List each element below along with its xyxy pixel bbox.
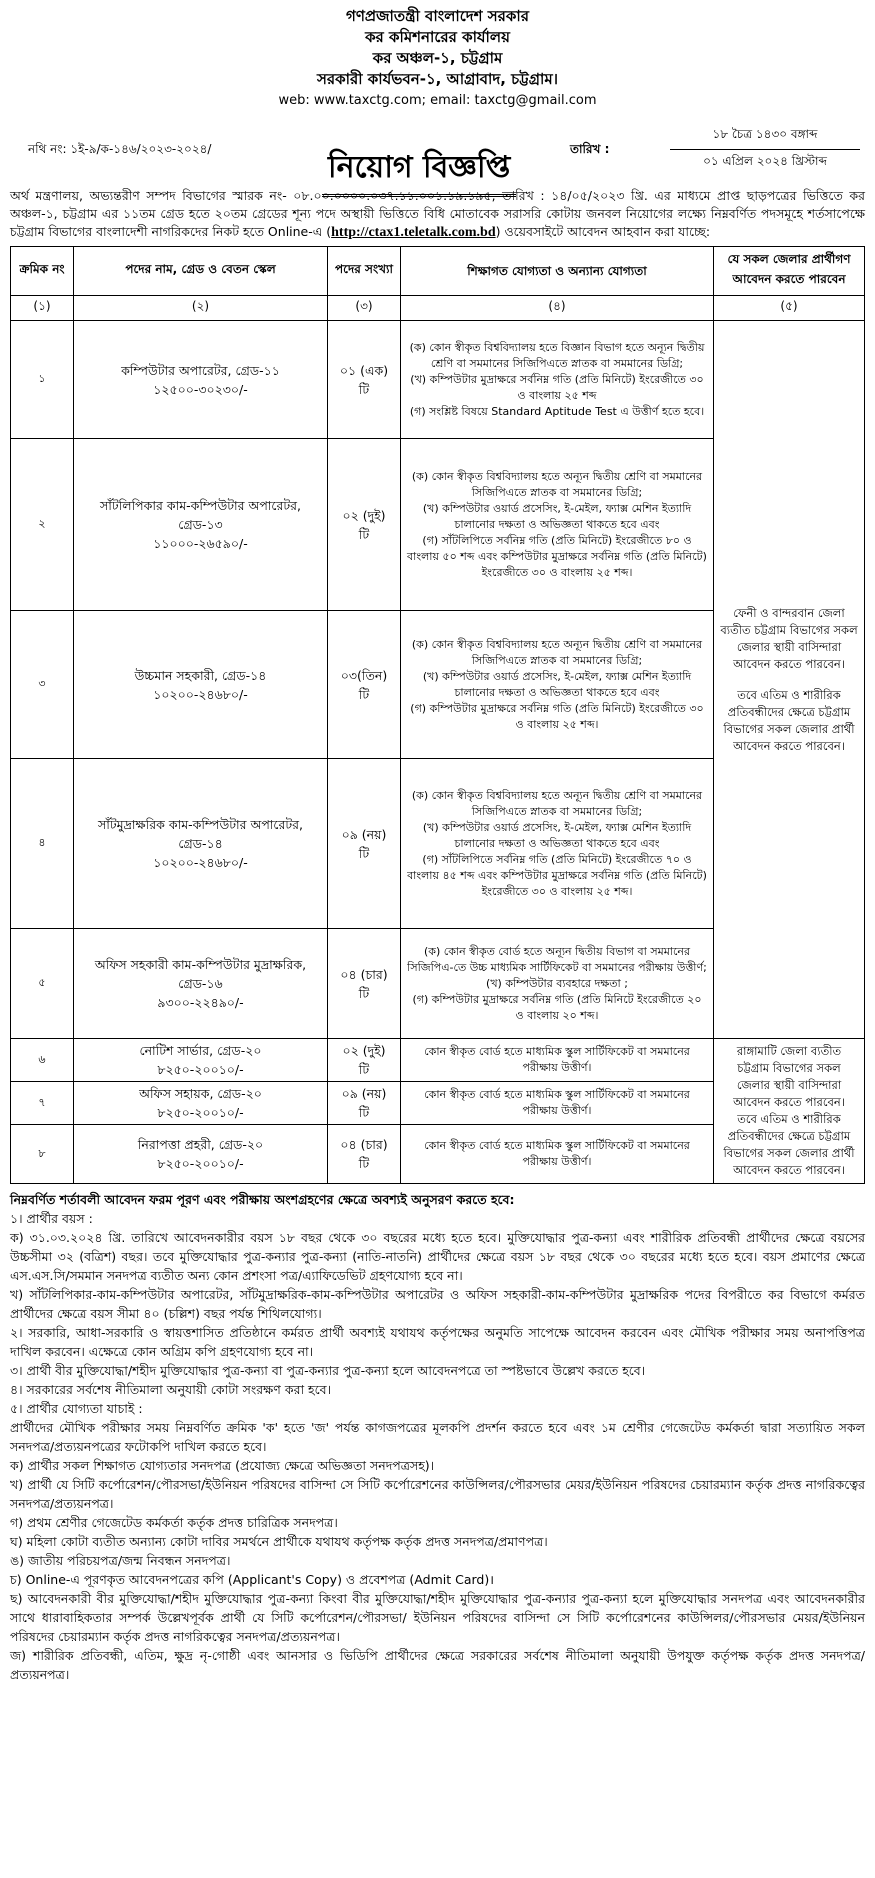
col-header-sl: ক্রমিক নং	[11, 247, 74, 296]
col-header-qual: শিক্ষাগত যোগ্যতা ও অন্যান্য যোগ্যতা	[401, 247, 714, 296]
qualification-item: (খ) কম্পিউটার ব্যবহারে দক্ষতা ;	[486, 976, 628, 990]
qualification-item: (খ) কম্পিউটার ওয়ার্ড প্রসেসিং, ই-মেইল, ফ্যাক্স মেশিন ইত্যাদি চালানোর দক্ষতা ও অভিজ্ঞতা থাকতে হবে এবং	[422, 820, 692, 850]
post-cell	[74, 1082, 328, 1125]
qualification-item: (গ) সাঁটলিপিতে সর্বনিম্ন গতি (প্রতি মিনিটে) ইংরেজীতে ৭০ ও বাংলায় ৪৫ শব্দ এবং কম্পিউটার মুদ্রাক্ষরে সর্বনিম্ন গতি (প্রতি মিনিটে) ইংরেজীতে ৩০ ও বাংলায় ২৫ শব্দ।	[407, 852, 707, 898]
qualification-item: কোন স্বীকৃত বোর্ড হতে মাধ্যমিক স্কুল সার্টিফিকেট বা সমমানের পরীক্ষায় উত্তীর্ণ।	[424, 1088, 690, 1118]
col-number: (৫)	[714, 296, 865, 321]
qualification-item: (ক) কোন স্বীকৃত বোর্ড হতে অন্যূন দ্বিতীয় বিভাগ বা সমমানের সিজিপিএ-তে উচ্চ মাধ্যমিক সার্টিফিকেট বা সমমানের পরীক্ষায় উত্তীর্ণ;	[407, 944, 707, 974]
col-number: (১)	[11, 296, 74, 321]
qualification-item: (গ) সংশ্লিষ্ট বিষয়ে Standard Aptitude Test এ উত্তীর্ণ হতে হবে।	[409, 404, 705, 418]
col-number: (৩)	[328, 296, 401, 321]
qualification-cell	[401, 439, 714, 611]
row-sl: ৫	[11, 929, 74, 1039]
row-sl: ১	[11, 321, 74, 439]
count-unit: টি	[358, 1156, 370, 1172]
condition-item: গ) প্রথম শ্রেণীর গেজেটেড কর্মকর্তা কর্তৃক প্রদত্ত চারিত্রিক সনদপত্র।	[10, 1515, 338, 1530]
row-sl: ৮	[11, 1125, 74, 1184]
count-cell	[328, 1125, 401, 1184]
count-cell	[328, 611, 401, 759]
intro-after: ) ওয়েবসাইটে আবেদন আহবান করা যাচ্ছে:	[495, 224, 711, 239]
qualification-item: (ক) কোন স্বীকৃত বিশ্ববিদ্যালয় হতে অন্যূন দ্বিতীয় শ্রেণি বা সমমানের সিজিপিএতে স্নাতক বা সমমানের ডিগ্রি;	[411, 469, 703, 499]
qualification-cell	[401, 1082, 714, 1125]
condition-item: ঘ) মহিলা কোটা ব্যতীত অন্যান্য কোটা দাবির সমর্থনে প্রার্থীকে যথাযথ কর্তৃপক্ষ কর্তৃক প্রদত্ত সনদপত্র/প্রমাণপত্র।	[10, 1534, 548, 1549]
intro-text: অর্থ মন্ত্রণালয়, অভ্যন্তরীণ সম্পদ বিভাগের স্মারক নং- ০৮.০০.০০০০.০৩৭.১১.০০১.১৯.১৯৫, তারিখ : ১৪/০৫/২০২৩ খ্রি. এর মাধ্যমে প্রাপ্ত ছাড়পত্রের ভিত্তিতে কর অঞ্চল-১, চট্টগ্রাম এর ১১তম গ্রেড হতে ২০তম গ্রেডের শূন্য পদে অস্থায়ী ভিত্তিতে বিধি মোতাবেক সরাসরি কোটায় জনবল নিয়োগের লক্ষ্যে নিম্নবর্ণিত পদসমূহে শর্তসাপেক্ষে চট্টগ্রাম বিভাগের বাংলাদেশী নাগরিকদের নিকট হতে Online-এ (	[10, 188, 865, 239]
condition-item: প্রার্থীদের মৌখিক পরীক্ষার সময় নিম্নবর্ণিত ক্রমিক 'ক' হতে 'জ' পর্যন্ত কাগজপত্রের মূলকপি প্রদর্শন করতে হবে এবং ১ম শ্রেণীর গেজেটেড কর্মকর্তা দ্বারা সত্যায়িত সকল সনদপত্র/প্রত্যয়নপত্রের ফটোকপি দাখিল করতে হবে।	[10, 1420, 865, 1454]
pay-scale: ৮২৫০-২০০১০/-	[157, 1062, 244, 1078]
post-cell	[74, 611, 328, 759]
date-box	[670, 123, 860, 176]
condition-item: চ) Online-এ পূরণকৃত আবেদনপত্রের কপি (Applicant's Copy) ও প্রবেশপত্র (Admit Card)।	[10, 1572, 494, 1587]
pay-scale: ১০২০০-২৪৬৮০/-	[153, 686, 248, 702]
post-name: সাঁটমুদ্রাক্ষরিক কাম-কম্পিউটার অপারেটর, গ্রেড-১৪	[97, 817, 303, 851]
count-cell	[328, 321, 401, 439]
condition-item: ৩। প্রার্থী বীর মুক্তিযোদ্ধা/শহীদ মুক্তিযোদ্ধার পুত্র-কন্যা বা পুত্র-কন্যার পুত্র-কন্যা হলে আবেদনপত্রে তা স্পষ্টভাবে উল্লেখ করতে হবে।	[10, 1363, 646, 1378]
notice-page	[10, 6, 865, 1684]
post-name: কম্পিউটার অপারেটর, গ্রেড-১১	[121, 362, 280, 378]
col-number: (২)	[74, 296, 328, 321]
count-unit: টি	[358, 1062, 370, 1078]
post-name: নোটিশ সার্ভার, গ্রেড-২০	[139, 1043, 262, 1059]
govt-name: গণপ্রজাতন্ত্রী বাংলাদেশ সরকার	[346, 7, 529, 25]
date-bangla: ১৮ চৈত্র ১৪৩০ বঙ্গাব্দ	[670, 123, 860, 150]
qualification-item: (খ) কম্পিউটার ওয়ার্ড প্রসেসিং, ই-মেইল, ফ্যাক্স মেশিন ইত্যাদি চালানোর দক্ষতা ও অভিজ্ঞতা থাকতে হবে এবং	[422, 669, 692, 699]
qualification-item: কোন স্বীকৃত বোর্ড হতে মাধ্যমিক স্কুল সার্টিফিকেট বা সমমানের পরীক্ষায় উত্তীর্ণ।	[424, 1045, 690, 1075]
count-unit: টি	[358, 1105, 370, 1121]
count-cell	[328, 929, 401, 1039]
reference-row	[10, 115, 865, 185]
notice-title: নিয়োগ বিজ্ঞপ্তি	[322, 143, 516, 197]
count-unit: টি	[358, 526, 370, 542]
post-count: ০২ (দুই)	[342, 507, 386, 523]
pay-scale: ৮২৫০-২০০১০/-	[157, 1156, 244, 1172]
condition-item: ক) প্রার্থীর সকল শিক্ষাগত যোগ্যতার সনদপত্র (প্রযোজ্য ক্ষেত্রে অভিজ্ঞতা সনদপত্রসহ)।	[10, 1458, 435, 1473]
qualification-item: (ক) কোন স্বীকৃত বিশ্ববিদ্যালয় হতে অন্যূন দ্বিতীয় শ্রেণি বা সমমানের সিজিপিএতে স্নাতক বা সমমানের ডিগ্রি;	[411, 788, 703, 818]
post-name: অফিস সহকারী কাম-কম্পিউটার মুদ্রাক্ষরিক, গ্রেড-১৬	[94, 957, 307, 991]
post-name: সাঁটলিপিকার কাম-কম্পিউটার অপারেটর, গ্রেড-১৩	[99, 498, 301, 532]
condition-item: খ) সাঁটলিপিকার-কাম-কম্পিউটার অপারেটর, সাঁটমুদ্রাক্ষরিক-কাম-কম্পিউটার অপারেটর ও অফিস সহকারী-কাম-কম্পিউটার মুদ্রাক্ষরিক পদের বিপরীতে কর বিভাগে কর্মরত প্রার্থীদের ক্ষেত্রে বয়স সীমা ৪০ (চল্লিশ) বছর পর্যন্ত শিথিলযোগ্য।	[10, 1287, 865, 1321]
condition-item: ক) ৩১.০৩.২০২৪ খ্রি. তারিখে আবেদনকারীর বয়স ১৮ বছর থেকে ৩০ বছরের মধ্যে হতে হবে। মুক্তিযোদ্ধার পুত্র-কন্যা এবং শারীরিক প্রতিবন্ধী প্রার্থীদের ক্ষেত্রে বয়সের উচ্চসীমা ৩২ (বত্রিশ) বছর। তবে মুক্তিযোদ্ধার পুত্র-কন্যার পুত্র-কন্যা (নাতি-নাতনি) প্রার্থীদের ক্ষেত্রে বয়স ১৮ বছর থেকে ৩০ বছরের মধ্যে হতে হবে। বয়স প্রমাণের ক্ষেত্রে এস.এস.সি/সমমান সনদপত্র ব্যতীত অন্য কোন প্রশংসা পত্র/এ্যাফিডেভিট গ্রহণযোগ্য হবে না।	[10, 1230, 865, 1283]
condition-item: খ) প্রার্থী যে সিটি কর্পোরেশন/পৌরসভা/ইউনিয়ন পরিষদের বাসিন্দা সে সিটি কর্পোরেশনের কাউন্সিলর/পৌরসভার মেয়র/ইউনিয়ন পরিষদের চেয়ারম্যান কর্তৃক প্রদত্ত নাগরিকত্বের সনদপত্র/প্রত্যয়নপত্র।	[10, 1477, 865, 1511]
office-name: কর কমিশনারের কার্যালয়	[365, 28, 510, 46]
pay-scale: ১১০০০-২৬৫৯০/-	[153, 536, 248, 551]
count-unit: টি	[358, 845, 370, 861]
district-cell-group2	[714, 1039, 865, 1184]
qualification-item: (গ) সাঁটলিপিতে সর্বনিম্ন গতি (প্রতি মিনিটে) ইংরেজীতে ৮০ ও বাংলায় ৫০ শব্দ এবং কম্পিউটার মুদ্রাক্ষরে সর্বনিম্ন গতি (প্রতি মিনিটে) ইংরেজীতে ৩০ ও বাংলায় ২৫ শব্দ।	[407, 533, 707, 579]
date-label: তারিখ :	[570, 142, 610, 156]
district-exception: তবে এতিম ও শারীরিক প্রতিবন্ধীদের ক্ষেত্রে চট্টগ্রাম বিভাগের সকল জেলার প্রার্থী আবেদন করতে পারবেন।	[723, 687, 855, 753]
post-count: ০৪ (চার)	[340, 1137, 388, 1153]
posts-table	[10, 246, 865, 1184]
qualification-item: (খ) কম্পিউটার মুদ্রাক্ষরে সর্বনিম্ন গতি (প্রতি মিনিটে) ইংরেজীতে ৩০ ও বাংলায় ২৫ শব্দ	[410, 372, 704, 402]
pay-scale: ৮২৫০-২০০১০/-	[157, 1105, 244, 1121]
count-cell	[328, 1082, 401, 1125]
qualification-item: (গ) কম্পিউটার মুদ্রাক্ষরে সর্বনিম্ন গতি (প্রতি মিনিটে) ইংরেজীতে ৩০ ও বাংলায় ২৫ শব্দ।	[410, 701, 704, 731]
condition-item: ১। প্রার্থীর বয়স :	[10, 1211, 93, 1226]
col-header-name: পদের নাম, গ্রেড ও বেতন স্কেল	[74, 247, 328, 296]
column-number-row	[11, 296, 865, 321]
row-sl: ৩	[11, 611, 74, 759]
col-header-district: যে সকল জেলার প্রার্থীগণ আবেদন করতে পারবেন	[714, 247, 865, 296]
file-number: নথি নং: ১ই-৯/ক-১৪৬/২০২৩-২০২৪/	[28, 142, 212, 156]
condition-item: ছ) আবেদনকারী বীর মুক্তিযোদ্ধা/শহীদ মুক্তিযোদ্ধার পুত্র-কন্যা কিংবা বীর মুক্তিযোদ্ধা/শহীদ মুক্তিযোদ্ধার পুত্র-কন্যার পুত্র-কন্যা হলে মুক্তিযোদ্ধার সনদপত্র এবং আবেদনকারীর সাথে ধারাবাহিকতার সম্পর্ক উল্লেখপূর্বক প্রার্থী যে সিটি কর্পোরেশন/পৌরসভা/ ইউনিয়ন পরিষদের বাসিন্দা সে সিটি কর্পোরেশনের কাউন্সিলর/পৌরসভার মেয়র/ইউনিয়ন পরিষদের চেয়ারম্যান কর্তৃক প্রদত্ত নাগরিকত্বের সনদপত্র/প্রত্যয়নপত্র।	[10, 1591, 865, 1644]
post-count: ০৩(তিন)	[340, 667, 388, 683]
qualification-cell	[401, 1125, 714, 1184]
letterhead	[10, 6, 865, 111]
table-row	[11, 321, 865, 439]
post-name: নিরাপত্তা প্রহরী, গ্রেড-২০	[137, 1137, 264, 1153]
post-count: ০৯ (নয়)	[341, 826, 387, 842]
zone-name: কর অঞ্চল-১, চট্টগ্রাম	[372, 49, 503, 67]
table-header-row	[11, 247, 865, 296]
post-count: ০৪ (চার)	[340, 966, 388, 982]
row-sl: ৭	[11, 1082, 74, 1125]
col-number: (৪)	[401, 296, 714, 321]
condition-item: জ) শারীরিক প্রতিবন্ধী, এতিম, ক্ষুদ্র নৃ-গোষ্ঠী এবং আনসার ও ভিডিপি প্রার্থীদের ক্ষেত্রে সরকারের সর্বশেষ নীতিমালা অনুযায়ী উপযুক্ত কর্তৃপক্ষ কর্তৃক প্রদত্ত সনদপত্র/প্রত্যয়নপত্র।	[10, 1648, 865, 1682]
district-cell-group1	[714, 321, 865, 1039]
conditions-section	[10, 1190, 865, 1684]
condition-item: ২। সরকারি, আধা-সরকারি ও স্বায়ত্তশাসিত প্রতিষ্ঠানে কর্মরত প্রার্থী অবশ্যই যথাযথ কর্তৃপক্ষের অনুমতি সাপেক্ষে আবেদন করবেন এবং মৌখিক পরীক্ষার সময় অনাপত্তিপত্র দাখিল করবেন। এক্ষেত্রে কোন অগ্রিম কপি গ্রহণযোগ্য হবে না।	[10, 1325, 865, 1359]
count-cell	[328, 439, 401, 611]
post-count: ০২ (দুই)	[342, 1043, 386, 1059]
count-unit: টি	[358, 985, 370, 1001]
condition-item: ঙ) জাতীয় পরিচয়পত্র/জন্ম নিবন্ধন সনদপত্র।	[10, 1553, 231, 1568]
qualification-item: কোন স্বীকৃত বোর্ড হতে মাধ্যমিক স্কুল সার্টিফিকেট বা সমমানের পরীক্ষায় উত্তীর্ণ।	[424, 1139, 690, 1169]
qualification-item: (গ) কম্পিউটার মুদ্রাক্ষরে সর্বনিম্ন গতি (প্রতি মিনিটে ইংরেজীতে ২০ ও বাংলায় ২০ শব্দ।	[412, 992, 702, 1022]
post-name: উচ্চমান সহকারী, গ্রেড-১৪	[134, 667, 267, 683]
qualification-cell	[401, 929, 714, 1039]
row-sl: ২	[11, 439, 74, 611]
pay-scale: ৯৩০০-২২৪৯০/-	[157, 995, 244, 1010]
post-name: অফিস সহায়ক, গ্রেড-২০	[139, 1086, 262, 1102]
row-sl: ৪	[11, 759, 74, 929]
count-unit: টি	[358, 381, 370, 397]
row-sl: ৬	[11, 1039, 74, 1082]
post-cell	[74, 759, 328, 929]
condition-item: ৫। প্রার্থীর যোগ্যতা যাচাই :	[10, 1401, 143, 1416]
post-cell	[74, 321, 328, 439]
district-eligibility: ফেনী ও বান্দরবান জেলা ব্যতীত চট্টগ্রাম বিভাগের সকল জেলার স্থায়ী বাসিন্দারা আবেদন করতে পারবেন।	[720, 605, 858, 671]
count-cell	[328, 759, 401, 929]
web-email: web: www.taxctg.com; email: taxctg@gmail.com	[278, 93, 597, 108]
qualification-item: (খ) কম্পিউটার ওয়ার্ড প্রসেসিং, ই-মেইল, ফ্যাক্স মেশিন ইত্যাদি চালানোর দক্ষতা ও অভিজ্ঞতা থাকতে হবে এবং	[422, 501, 692, 531]
count-cell	[328, 1039, 401, 1082]
apply-url-link[interactable]: http://ctax1.teletalk.com.bd	[331, 225, 496, 240]
pay-scale: ১০২০০-২৪৬৮০/-	[153, 855, 248, 870]
district-eligibility: রাঙ্গামাটি জেলা ব্যতীত চট্টগ্রাম বিভাগের সকল জেলার স্থায়ী বাসিন্দারা আবেদন করতে পারবেন।	[733, 1044, 845, 1109]
conditions-heading: নিম্নবর্ণিত শর্তাবলী আবেদন ফরম পূরণ এবং পরীক্ষায় অংশগ্রহণের ক্ষেত্রে অবশ্যই অনুসরণ করতে হবে:	[10, 1192, 515, 1207]
post-cell	[74, 1125, 328, 1184]
qualification-cell	[401, 759, 714, 929]
qualification-cell	[401, 1039, 714, 1082]
qualification-cell	[401, 611, 714, 759]
post-cell	[74, 1039, 328, 1082]
qualification-item: (ক) কোন স্বীকৃত বিশ্ববিদ্যালয় হতে বিজ্ঞান বিভাগ হতে অন্যূন দ্বিতীয় শ্রেণি বা সমমানের সিজিপিএতে স্নাতক বা সমমানের ডিগ্রি;	[409, 340, 705, 370]
district-exception: তবে এতিম ও শারীরিক প্রতিবন্ধীদের ক্ষেত্রে চট্টগ্রাম বিভাগের সকল জেলার প্রার্থী আবেদন করতে পারবেন।	[723, 1112, 855, 1177]
date-english: ০১ এপ্রিল ২০২৪ খ্রিস্টাব্দ	[703, 154, 827, 168]
qualification-item: (ক) কোন স্বীকৃত বিশ্ববিদ্যালয় হতে অন্যূন দ্বিতীয় শ্রেণি বা সমমানের সিজিপিএতে স্নাতক বা সমমানের ডিগ্রি;	[411, 637, 703, 667]
post-cell	[74, 439, 328, 611]
table-row	[11, 1039, 865, 1082]
post-count: ০৯ (নয়)	[341, 1086, 387, 1102]
office-address: সরকারী কার্যভবন-১, আগ্রাবাদ, চট্টগ্রাম।	[316, 70, 559, 88]
post-count: ০১ (এক)	[339, 362, 389, 378]
post-cell	[74, 929, 328, 1039]
qualification-cell	[401, 321, 714, 439]
count-unit: টি	[358, 686, 370, 702]
col-header-count: পদের সংখ্যা	[328, 247, 401, 296]
pay-scale: ১২৫০০-৩০২৩০/-	[153, 381, 248, 397]
condition-item: ৪। সরকারের সর্বশেষ নীতিমালা অনুযায়ী কোটা সংরক্ষণ করা হবে।	[10, 1382, 332, 1397]
